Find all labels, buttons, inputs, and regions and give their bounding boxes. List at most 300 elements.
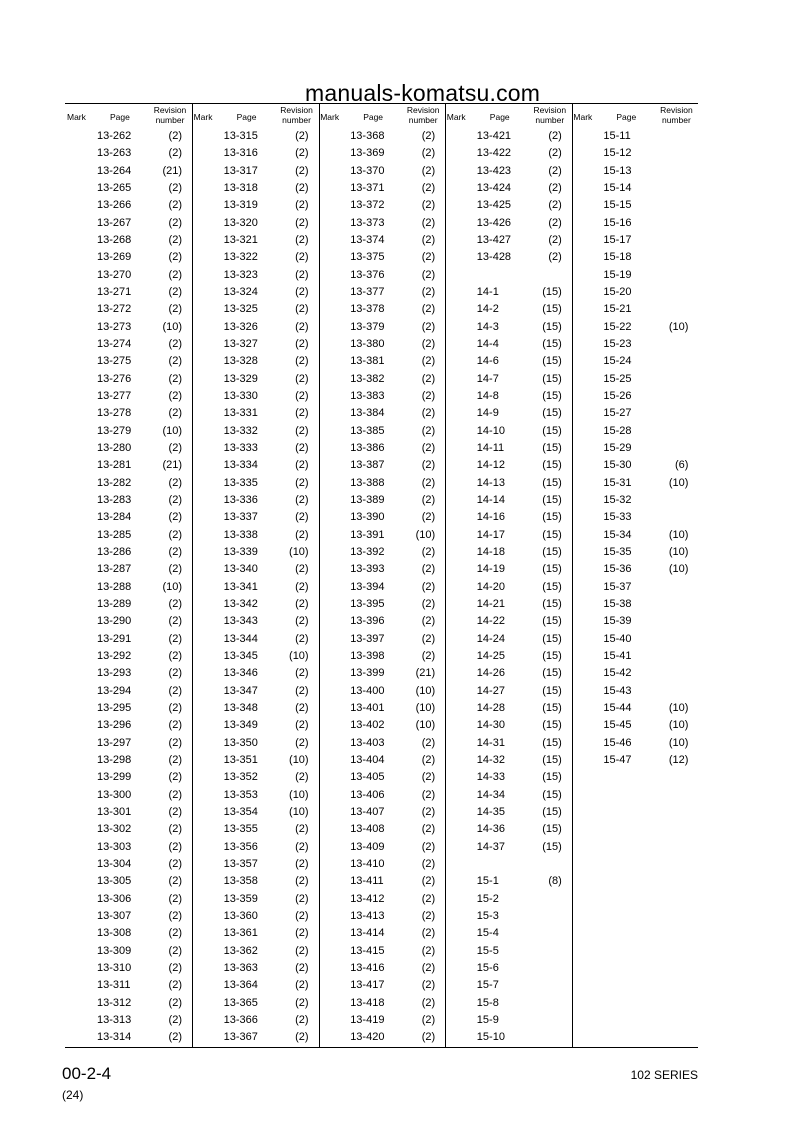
header-page: Page	[616, 112, 637, 122]
table-row	[445, 355, 572, 372]
page-number: 13-295	[97, 701, 132, 714]
page-number: 13-291	[97, 632, 132, 645]
table-row	[65, 390, 192, 407]
revision-number: (2)	[421, 181, 436, 194]
revision-number: (2)	[168, 563, 182, 576]
revision-number: (2)	[421, 840, 436, 853]
page-number: 13-372	[350, 199, 385, 212]
table-row	[318, 702, 445, 719]
table-row	[318, 390, 445, 407]
page-number: 13-418	[350, 996, 385, 1009]
page-number: 13-396	[350, 615, 385, 628]
page-number: 13-321	[223, 233, 258, 246]
table-row	[318, 407, 445, 424]
header-page: Page	[110, 112, 130, 122]
page-number: 13-411	[350, 875, 384, 888]
table-row	[192, 719, 319, 736]
table-row	[445, 130, 572, 147]
revision-number: (2)	[295, 597, 309, 610]
table-row	[192, 286, 319, 303]
page-number: 15-11	[603, 130, 631, 142]
page-number: 14-14	[476, 493, 505, 506]
header-revision-line2: number	[155, 115, 185, 125]
revision-number: (2)	[421, 285, 436, 298]
table-row	[445, 997, 572, 1014]
revision-number: (2)	[295, 164, 309, 177]
page-number: 13-290	[97, 615, 132, 628]
revision-number: (2)	[168, 268, 182, 281]
table-row	[445, 373, 572, 390]
page-number: 15-19	[603, 268, 632, 281]
table-row	[65, 737, 192, 754]
page-number: 15-31	[603, 476, 632, 489]
page-number: 13-342	[223, 597, 258, 610]
page-number: 13-279	[97, 424, 132, 437]
revision-number: (10)	[162, 320, 182, 333]
page-number: 13-333	[223, 441, 258, 454]
table-row	[192, 130, 319, 147]
revision-number: (21)	[162, 164, 182, 177]
table-row	[192, 875, 319, 892]
header-revision-line1: Revision	[660, 105, 693, 115]
table-row	[318, 771, 445, 788]
table-row	[65, 355, 192, 372]
revision-number: (2)	[168, 701, 182, 714]
page-number: 14-17	[476, 528, 505, 541]
page-number: 13-262	[97, 130, 132, 142]
table-row	[65, 546, 192, 563]
page-number: 13-334	[223, 459, 258, 472]
page-number: 14-1	[476, 285, 499, 298]
page-number: 13-280	[97, 441, 132, 454]
page-number: 15-36	[603, 563, 632, 576]
page-number: 13-360	[223, 909, 258, 922]
page-number: 15-28	[603, 424, 632, 437]
page-number: 13-364	[223, 979, 258, 992]
revision-number: (2)	[168, 788, 182, 801]
page-number: 15-14	[603, 181, 632, 194]
table-row	[571, 425, 698, 442]
revision-number: (2)	[295, 285, 309, 298]
table-row	[192, 563, 319, 580]
page-number: 13-318	[223, 181, 258, 194]
page-number: 13-276	[97, 372, 132, 385]
table-row	[192, 997, 319, 1014]
table-row	[65, 269, 192, 286]
page-number: 13-350	[223, 736, 258, 749]
page-number: 13-271	[97, 285, 132, 298]
revision-number: (2)	[421, 649, 436, 662]
table-row	[65, 234, 192, 251]
table-row	[65, 910, 192, 927]
page-number: 13-272	[97, 303, 132, 316]
table-row	[571, 511, 698, 528]
table-row	[192, 494, 319, 511]
table-row	[445, 893, 572, 910]
page-number: 13-409	[350, 840, 385, 853]
table-row	[65, 875, 192, 892]
table-row	[65, 789, 192, 806]
page-number: 13-367	[223, 1031, 258, 1044]
page-number: 13-421	[476, 130, 512, 142]
revision-number: (2)	[168, 944, 182, 957]
table-row	[318, 286, 445, 303]
revision-number: (10)	[668, 719, 689, 732]
page-number: 14-2	[476, 303, 499, 316]
page-number: 13-391	[350, 528, 385, 541]
page-number: 13-268	[97, 233, 132, 246]
revision-number: (2)	[295, 701, 309, 714]
table-row	[318, 719, 445, 736]
page-number: 13-410	[350, 857, 385, 870]
revision-number: (2)	[295, 528, 309, 541]
page-number: 13-356	[223, 840, 258, 853]
page-number: 13-381	[350, 355, 385, 368]
table-row	[318, 269, 445, 286]
table-row	[318, 910, 445, 927]
table-row	[571, 754, 698, 771]
revision-number: (15)	[542, 788, 562, 801]
header-mark: Mark	[573, 112, 593, 122]
table-row	[192, 598, 319, 615]
table-row	[192, 182, 319, 199]
revision-number: (2)	[295, 493, 309, 506]
revision-number: (2)	[295, 667, 309, 680]
table-row	[65, 927, 192, 944]
table-row	[445, 286, 572, 303]
page-number: 15-22	[603, 320, 632, 333]
table-row	[65, 997, 192, 1014]
table-row	[445, 875, 572, 892]
revision-number: (15)	[542, 545, 562, 558]
table-row	[445, 303, 572, 320]
revision-number: (2)	[295, 840, 309, 853]
revision-number: (2)	[168, 840, 182, 853]
revision-number: (2)	[421, 337, 436, 350]
table-row	[65, 858, 192, 875]
page-number: 13-355	[223, 823, 258, 836]
table-row	[65, 581, 192, 598]
revision-number: (2)	[421, 268, 436, 281]
revision-number: (2)	[421, 545, 436, 558]
page-number: 13-347	[223, 684, 258, 697]
page-number: 14-26	[476, 667, 505, 680]
table-row	[445, 199, 572, 216]
revision-number: (2)	[295, 580, 309, 593]
page-number: 13-274	[97, 337, 132, 350]
page-number: 13-424	[476, 181, 512, 194]
table-row	[318, 321, 445, 338]
revision-number: (2)	[295, 407, 309, 420]
page-number: 13-369	[350, 147, 385, 160]
revision-number: (2)	[295, 268, 309, 281]
page-number: 13-281	[97, 459, 132, 472]
revision-number: (2)	[295, 459, 309, 472]
revision-number: (2)	[168, 233, 182, 246]
revision-number: (2)	[295, 1013, 309, 1026]
revision-number: (15)	[542, 615, 562, 628]
table-row	[571, 407, 698, 424]
page-number: 13-265	[97, 181, 132, 194]
page-number: 13-380	[350, 337, 385, 350]
table-row	[318, 893, 445, 910]
revision-number: (2)	[168, 528, 182, 541]
page-number: 13-328	[223, 355, 258, 368]
page-number: 14-37	[476, 840, 505, 853]
revision-number: (8)	[548, 875, 562, 888]
page-number: 13-361	[223, 927, 258, 940]
revision-number: (2)	[295, 875, 309, 888]
revision-number: (2)	[421, 771, 436, 784]
revision-number: (2)	[168, 1031, 182, 1044]
revision-number: (2)	[168, 909, 182, 922]
page-number: 13-320	[223, 216, 258, 229]
page-number: 13-283	[97, 493, 132, 506]
table-row	[65, 702, 192, 719]
revision-number: (2)	[168, 597, 182, 610]
revision-number: (2)	[168, 476, 182, 489]
revision-number: (10)	[289, 649, 309, 662]
table-row	[65, 338, 192, 355]
page-number: 15-33	[603, 511, 632, 524]
table-row	[318, 147, 445, 164]
table-row	[65, 615, 192, 632]
revision-number: (2)	[421, 563, 436, 576]
table-row	[571, 719, 698, 736]
table-row	[192, 217, 319, 234]
table-row	[65, 893, 192, 910]
table-row	[571, 563, 698, 580]
revision-number: (2)	[168, 615, 182, 628]
column-group	[192, 104, 320, 1047]
page-number: 13-397	[350, 632, 385, 645]
table-row	[445, 425, 572, 442]
page-number: 13-314	[97, 1031, 132, 1044]
page-number: 13-269	[97, 251, 132, 264]
page-number: 13-346	[223, 667, 258, 680]
table-row	[445, 529, 572, 546]
page-number: 13-416	[350, 961, 385, 974]
revision-number: (2)	[295, 389, 309, 402]
page-number: 13-374	[350, 233, 385, 246]
revision-number: (2)	[168, 407, 182, 420]
table-row	[571, 147, 698, 164]
table-row	[571, 685, 698, 702]
revision-number: (2)	[168, 372, 182, 385]
table-row	[65, 511, 192, 528]
page-number: 13-405	[350, 771, 385, 784]
revision-number: (2)	[168, 961, 182, 974]
page-number: 13-368	[350, 130, 385, 142]
header-page: Page	[489, 112, 510, 122]
table-row	[318, 529, 445, 546]
table-row	[192, 511, 319, 528]
table-row	[318, 494, 445, 511]
page-number: 14-8	[476, 389, 499, 402]
page-number: 15-16	[603, 216, 632, 229]
page-number: 13-377	[350, 285, 385, 298]
revision-number: (10)	[668, 736, 689, 749]
revision-number: (10)	[289, 753, 309, 766]
header-mark: Mark	[193, 112, 213, 122]
table-row	[318, 979, 445, 996]
revision-number: (2)	[168, 511, 182, 524]
table-row	[192, 251, 319, 268]
page-number: 14-19	[476, 563, 505, 576]
page-number: 13-412	[350, 892, 385, 905]
table-row	[445, 598, 572, 615]
revision-number: (2)	[421, 909, 436, 922]
table-row	[65, 1014, 192, 1031]
table-row	[318, 338, 445, 355]
revision-number: (2)	[421, 1031, 436, 1044]
revision-number: (2)	[168, 147, 182, 160]
table-row	[192, 407, 319, 424]
page-number: 13-406	[350, 788, 385, 801]
revision-number: (2)	[168, 771, 182, 784]
page-number: 15-45	[603, 719, 632, 732]
table-row	[65, 806, 192, 823]
page-number: 13-408	[350, 823, 385, 836]
header-revision-line2: number	[282, 115, 311, 125]
page-number: 14-11	[476, 441, 505, 454]
revision-number: (15)	[542, 389, 562, 402]
page-number: 15-39	[603, 615, 632, 628]
revision-number: (2)	[295, 251, 309, 264]
page-number: 15-9	[476, 1013, 499, 1026]
revision-number: (2)	[421, 927, 436, 940]
page-number: 13-319	[223, 199, 258, 212]
header-revision	[150, 105, 190, 125]
page-number: 13-349	[223, 719, 258, 732]
table-row	[445, 685, 572, 702]
page-number: 13-267	[97, 216, 132, 229]
header-revision	[403, 105, 443, 125]
page-number: 15-44	[603, 701, 632, 714]
page-number: 13-273	[97, 320, 132, 333]
table-row	[318, 355, 445, 372]
revision-number: (2)	[421, 961, 436, 974]
table-row	[192, 650, 319, 667]
revision-number: (2)	[295, 1031, 309, 1044]
revision-number: (2)	[295, 857, 309, 870]
table-row	[65, 286, 192, 303]
table-row	[571, 546, 698, 563]
revision-number: (2)	[421, 199, 436, 212]
revision-number: (2)	[295, 684, 309, 697]
page-number: 13-288	[97, 580, 132, 593]
table-row	[65, 251, 192, 268]
table-row	[571, 477, 698, 494]
table-row	[192, 927, 319, 944]
page-number: 13-358	[223, 875, 258, 888]
revision-number: (2)	[295, 615, 309, 628]
page-number: 15-13	[603, 164, 632, 177]
page-number: 13-354	[223, 805, 258, 818]
page-number: 13-419	[350, 1013, 385, 1026]
table-row	[318, 511, 445, 528]
page-number: 13-329	[223, 372, 258, 385]
table-row	[445, 962, 572, 979]
header-revision	[530, 105, 570, 125]
page-number: 13-339	[223, 545, 258, 558]
table-row	[318, 962, 445, 979]
revision-number: (2)	[295, 303, 309, 316]
page-number: 13-379	[350, 320, 385, 333]
table-row	[445, 165, 572, 182]
revision-number: (15)	[542, 476, 562, 489]
page-number: 15-25	[603, 372, 632, 385]
revision-number: (2)	[421, 251, 436, 264]
page-number: 13-345	[223, 649, 258, 662]
table-row	[445, 1031, 572, 1048]
table-row	[65, 182, 192, 199]
page-number: 13-297	[97, 736, 132, 749]
table-row	[192, 945, 319, 962]
revision-number: (2)	[168, 1013, 182, 1026]
table-row	[65, 373, 192, 390]
revision-number: (2)	[168, 303, 182, 316]
column-group	[445, 104, 573, 1047]
table-row	[318, 754, 445, 771]
revision-number: (2)	[295, 355, 309, 368]
table-row	[65, 494, 192, 511]
column-header	[65, 104, 192, 128]
page-number: 13-316	[223, 147, 258, 160]
column-header	[571, 104, 698, 128]
revision-number: (2)	[168, 684, 182, 697]
revision-number: (2)	[168, 736, 182, 749]
table-row	[318, 875, 445, 892]
header-revision-line1: Revision	[533, 105, 567, 115]
page-number: 15-7	[476, 979, 499, 992]
page-number: 15-23	[603, 337, 632, 350]
page-number: 15-6	[476, 961, 499, 974]
page-number: 15-47	[603, 753, 632, 766]
page-number: 13-340	[223, 563, 258, 576]
page-number: 13-332	[223, 424, 258, 437]
table-row	[445, 269, 572, 286]
table-row	[318, 737, 445, 754]
table-row	[445, 910, 572, 927]
revision-number: (15)	[542, 424, 562, 437]
page-number: 13-413	[350, 909, 385, 922]
table-row	[445, 477, 572, 494]
table-row	[192, 199, 319, 216]
table-row	[445, 563, 572, 580]
revision-number: (2)	[421, 996, 436, 1009]
table-row	[571, 182, 698, 199]
table-row	[192, 893, 319, 910]
page-number: 13-304	[97, 857, 132, 870]
table-row	[192, 459, 319, 476]
revision-number: (2)	[421, 164, 436, 177]
page-number: 14-10	[476, 424, 505, 437]
header-revision-line2: number	[661, 115, 691, 125]
table-row	[318, 858, 445, 875]
page-number: 13-270	[97, 268, 132, 281]
page-number: 14-34	[476, 788, 505, 801]
table-row	[445, 667, 572, 684]
page-number: 14-12	[476, 459, 505, 472]
column-group	[318, 104, 446, 1047]
page-number: 13-362	[223, 944, 258, 957]
revision-number: (15)	[542, 493, 562, 506]
table-row	[571, 355, 698, 372]
revision-number: (15)	[542, 632, 562, 645]
table-row	[571, 667, 698, 684]
revision-number: (2)	[168, 545, 182, 558]
